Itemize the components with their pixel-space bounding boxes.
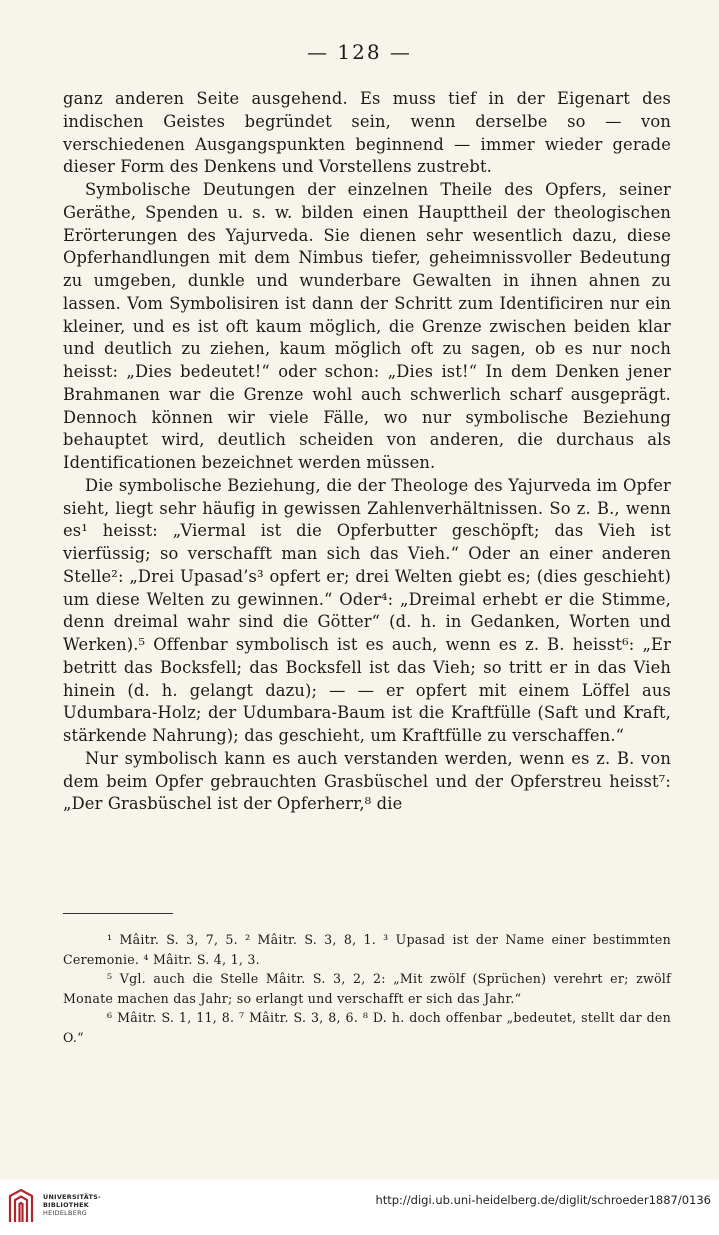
page-number: — 128 — bbox=[307, 40, 412, 64]
source-url-link[interactable]: http://digi.ub.uni-heidelberg.de/diglit/schroeder1887/0136 bbox=[375, 1193, 711, 1207]
body-text bbox=[63, 88, 671, 816]
heidelberg-library-logo-icon[interactable] bbox=[7, 1188, 35, 1224]
footnote: ⁶ Mâitr. S. 1, 11, 8. ⁷ Mâitr. S. 3, 8, 6. ⁸ D. h. doch offenbar „bedeutet, stellt dar den O.“ bbox=[63, 1010, 671, 1045]
footnote-divider bbox=[63, 913, 173, 914]
paragraph: ganz anderen Seite ausgehend. Es muss tief in der Eigenart des indischen Geistes begründet sein, wenn derselbe so — von verschiedenen Ausgangspunkten beginnend — immer wieder gerade dieser Form des Denkens und Vorstellens zustrebt. bbox=[63, 89, 671, 177]
footnotes bbox=[63, 930, 671, 1048]
footnote: ⁵ Vgl. auch die Stelle Mâitr. S. 3, 2, 2: „Mit zwölf (Sprüchen) verehrt er; zwölf Monate machen das Jahr; so erlangt und verschafft er sich das Jahr.“ bbox=[63, 971, 671, 1006]
paragraph: Symbolische Deutungen der einzelnen Theile des Opfers, seiner Geräthe, Spenden u. s. w. bilden einen Haupttheil der theologischen Erörterungen des Yajurveda. Sie dienen sehr wesentlich dazu, diese Opferhandlungen mit dem Nimbus tiefer, geheimnissvoller Bedeutung zu umgeben, dunkle und wunderbare Gewalten in ihnen ahnen zu lassen. Vom Symbolisiren ist dann der Schritt zum Identificiren nur ein kleiner, und es ist oft kaum möglich, die Grenze zwischen beiden klar und deutlich zu ziehen, kaum möglich oft zu sagen, ob es nur noch heisst: „Dies bedeutet!“ oder schon: „Dies ist!“ In dem Denken jener Brahmanen war die Grenze wohl auch schwerlich scharf ausgeprägt. Dennoch können wir viele Fälle, wo nur symbolische Beziehung behauptet wird, deutlich scheiden von anderen, die durchaus als Identificationen bezeichnet werden müssen. bbox=[63, 180, 671, 472]
library-name-line: BIBLIOTHEK bbox=[43, 1201, 90, 1209]
library-name-line: HEIDELBERG bbox=[43, 1209, 88, 1217]
footnote: ¹ Mâitr. S. 3, 7, 5. ² Mâitr. S. 3, 8, 1. ³ Upasad ist der Name einer bestimmten Ceremonie. ⁴ Mâitr. S. 4, 1, 3. bbox=[63, 932, 671, 967]
footer-bar bbox=[0, 1180, 719, 1235]
paragraph: Die symbolische Beziehung, die der Theologe des Yajurveda im Opfer sieht, liegt sehr häufig in gewissen Zahlenverhältnissen. So z. B., wenn es¹ heisst: „Viermal ist die Opferbutter geschöpft; das Vieh ist vierfüssig; so verschafft man sich das Vieh.“ Oder an einer anderen Stelle²: „Drei Upasad’s³ opfert er; drei Welten giebt es; (dies geschieht) um diese Welten zu gewinnen.“ Oder⁴: „Dreimal erhebt er die Stimme, denn dreimal wahr sind die Götter“ (d. h. in Gedanken, Worten und Werken).⁵ Offenbar symbolisch ist es auch, wenn es z. B. heisst⁶: „Er betritt das Bocksfell; das Bocksfell ist das Vieh; so tritt er in das Vieh hinein (d. h. gelangt dazu); — — er opfert mit einem Löffel aus Udumbara-Holz; der Udumbara-Baum ist die Kraftfülle (Saft und Kraft, stärkende Nahrung); das geschieht, um Kraftfülle zu verschaffen.“ bbox=[63, 475, 671, 745]
library-name bbox=[43, 1193, 101, 1217]
library-name-line: UNIVERSITÄTS- bbox=[43, 1193, 101, 1201]
paragraph: Nur symbolisch kann es auch verstanden werden, wenn es z. B. von dem beim Opfer gebrauchten Grasbüschel und der Opferstreu heisst⁷: „Der Grasbüschel ist der Opferherr,⁸ die bbox=[63, 748, 671, 814]
